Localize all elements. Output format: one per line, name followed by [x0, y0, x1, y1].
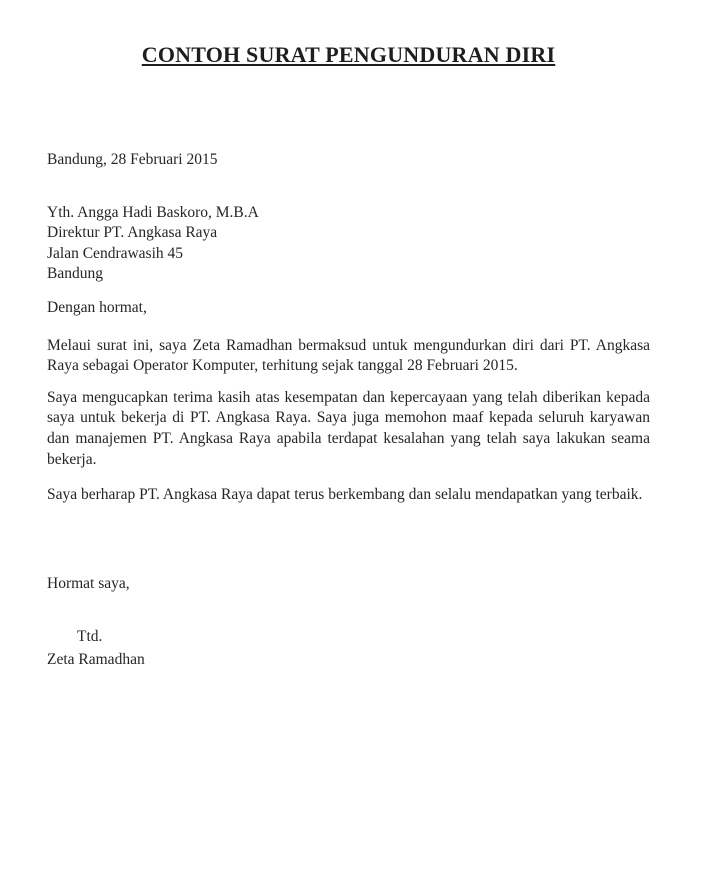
signature-label: Ttd. — [77, 628, 103, 646]
opening-salutation: Dengan hormat, — [47, 298, 147, 316]
recipient-line-name: Yth. Angga Hadi Baskoro, M.B.A — [47, 203, 259, 221]
letter-title-text: CONTOH SURAT PENGUNDURAN DIRI — [141, 42, 556, 67]
body-paragraph-thanks: Saya mengucapkan terima kasih atas kesempatan dan kepercayaan yang telah diberikan kepada saya untuk bekerja di PT. Angkasa Raya. Saya juga memohon maaf kepada seluruh karyawan dan manajemen PT. Angkasa Raya apabila terdapat kesalahan yang telah saya lakukan seama bekerja. — [47, 388, 650, 468]
date-line: Bandung, 28 Februari 2015 — [47, 151, 218, 168]
recipient-block — [47, 203, 650, 285]
body-paragraph-wishes: Saya berharap PT. Angkasa Raya dapat terus berkembang dan selalu mendapatkan yang terbaik. — [47, 486, 643, 504]
recipient-line-position: Direktur PT. Angkasa Raya — [47, 224, 218, 242]
body-paragraph-resignation: Melaui surat ini, saya Zeta Ramadhan bermaksud untuk mengundurkan diri dari PT. Angkasa Raya sebagai Operator Komputer, terhitung sejak tanggal 28 Februari 2015. — [47, 336, 650, 375]
recipient-line-street: Jalan Cendrawasih 45 — [47, 244, 184, 262]
signer-name: Zeta Ramadhan — [47, 650, 145, 668]
letter-title — [47, 42, 650, 68]
closing-salutation: Hormat saya, — [47, 574, 130, 592]
recipient-line-city: Bandung — [47, 265, 103, 283]
